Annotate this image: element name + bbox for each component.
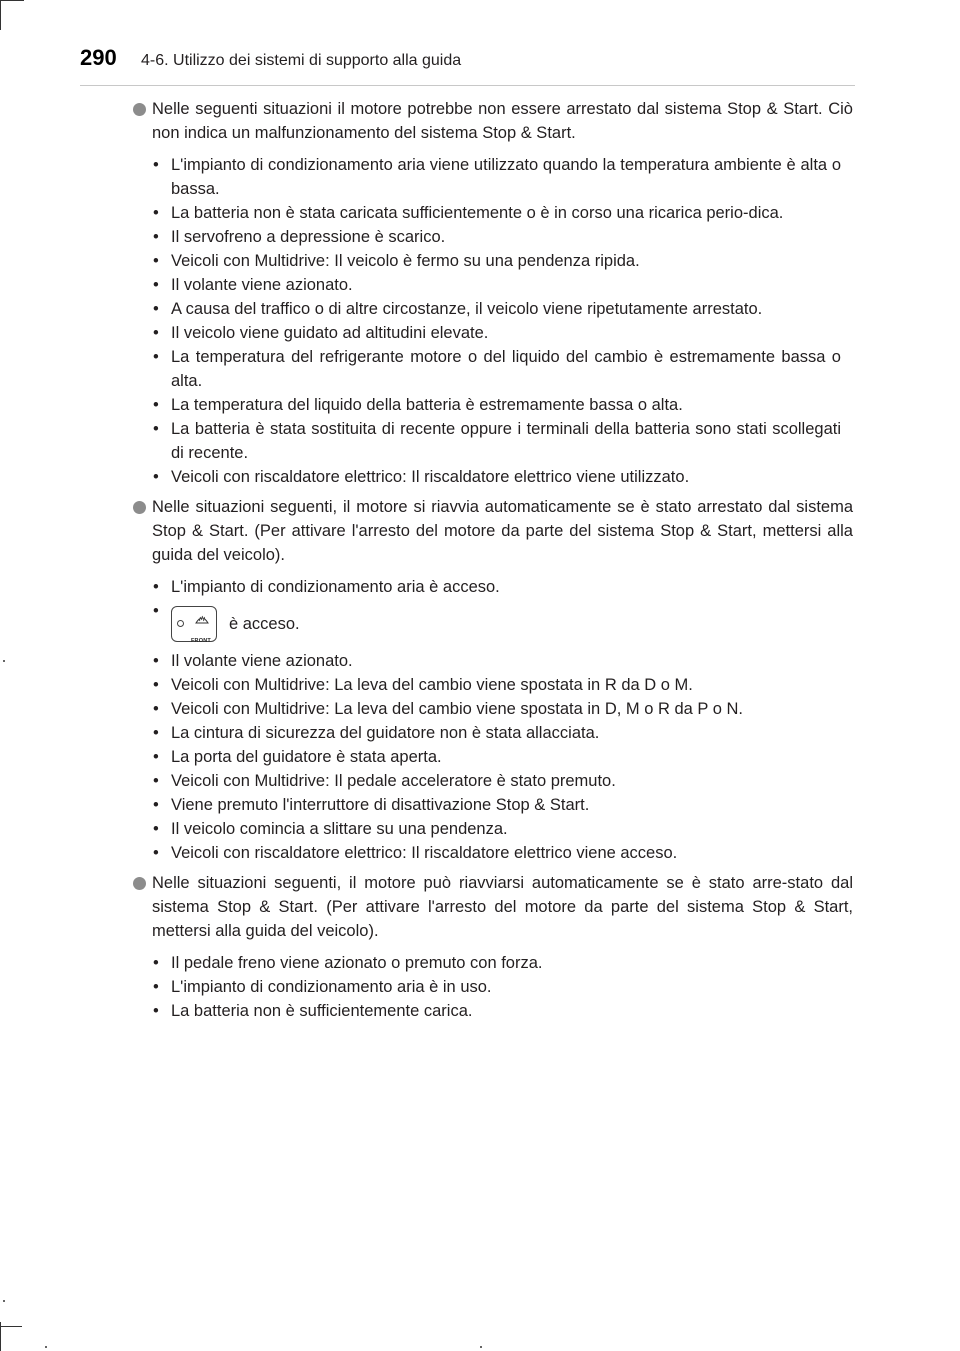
list-item: • Veicoli con Multidrive: Il veicolo è fermo su una pendenza ripida. [133,249,853,273]
list-item: • La batteria non è sufficientemente carica. [133,999,853,1023]
key-point [133,495,853,567]
key-point [133,97,853,145]
list-item: • Il veicolo comincia a slittare su una pendenza. [133,817,853,841]
bullet-list [133,575,853,865]
front-label: FRONT [191,638,211,644]
registration-dot [3,660,5,662]
bullet-icon: • [153,252,159,270]
key-point-text: Nelle situazioni seguenti, il motore si riavvia automaticamente se è stato arrestato dal sistema Stop & Start. (Per attivare l'arresto del motore da parte del sistema Stop & Start, mettersi alla guida del veicolo). [152,498,853,564]
list-item: • La batteria non è stata caricata sufficientemente o è in corso una ricarica perio-dica. [133,201,853,225]
key-point-text: Nelle situazioni seguenti, il motore può riavviarsi automaticamente se è stato arre-stato dal sistema Stop & Start. (Per attivare l'arresto del motore da parte del sistema Stop & Start, mettersi alla guida del veicolo). [152,874,853,940]
bullet-icon: • [153,796,159,814]
bullet-icon: • [153,602,159,620]
list-item: • Viene premuto l'interruttore di disattivazione Stop & Start. [133,793,853,817]
list-item: • Il volante viene azionato. [133,649,853,673]
list-item: • L'impianto di condizionamento aria è in uso. [133,975,853,999]
bullet-icon: • [153,204,159,222]
bullet-icon: • [153,228,159,246]
list-item: • La batteria è stata sostituita di recente oppure i terminali della batteria sono stati scollegati di recente. [133,417,853,465]
list-item: • Veicoli con riscaldatore elettrico: Il riscaldatore elettrico viene acceso. [133,841,853,865]
bullet-icon: • [153,420,159,438]
circle-bullet-icon [133,877,146,890]
section-title: 4-6. Utilizzo dei sistemi di supporto alla guida [141,52,462,69]
registration-dot [480,1346,482,1348]
page-number: 290 [80,45,117,70]
registration-dot [3,1300,5,1302]
list-item: • La porta del guidatore è stata aperta. [133,745,853,769]
indicator-light-icon [177,620,184,627]
registration-dot [45,1346,47,1348]
front-defroster-icon [194,611,210,627]
bullet-icon: • [153,978,159,996]
page-content [133,97,853,1029]
bullet-icon: • [153,676,159,694]
list-item: • Il servofreno a depressione è scarico. [133,225,853,249]
bullet-icon: • [153,578,159,596]
crop-mark [0,0,1,30]
bullet-list [133,951,853,1023]
bullet-icon: • [153,348,159,366]
crop-mark [0,0,24,1]
bullet-icon: • [153,156,159,174]
circle-bullet-icon [133,501,146,514]
bullet-icon: • [153,396,159,414]
bullet-icon: • [153,324,159,342]
bullet-icon: • [153,652,159,670]
list-item: • L'impianto di condizionamento aria viene utilizzato quando la temperatura ambiente è alta o bassa. [133,153,853,201]
bullet-icon: • [153,724,159,742]
bullet-icon: • [153,820,159,838]
bullet-icon: • [153,700,159,718]
list-item: • Veicoli con riscaldatore elettrico: Il riscaldatore elettrico viene utilizzato. [133,465,853,489]
list-item: • Il veicolo viene guidato ad altitudini elevate. [133,321,853,345]
list-item: • A causa del traffico o di altre circostanze, il veicolo viene ripetutamente arrestato. [133,297,853,321]
list-item: • Veicoli con Multidrive: La leva del cambio viene spostata in R da D o M. [133,673,853,697]
header-rule [80,85,855,86]
list-item: • FRONT è acceso. [133,599,853,649]
list-item: • La temperatura del liquido della batteria è estremamente bassa o alta. [133,393,853,417]
list-item: • Il pedale freno viene azionato o premuto con forza. [133,951,853,975]
list-item: • L'impianto di condizionamento aria è acceso. [133,575,853,599]
bullet-icon: • [153,468,159,486]
bullet-icon: • [153,1002,159,1020]
front-defroster-button-icon [171,606,217,642]
bullet-icon: • [153,300,159,318]
bullet-icon: • [153,748,159,766]
list-item: • La temperatura del refrigerante motore o del liquido del cambio è estremamente bassa o alta. [133,345,853,393]
list-item: • La cintura di sicurezza del guidatore non è stata allacciata. [133,721,853,745]
bullet-icon: • [153,954,159,972]
circle-bullet-icon [133,103,146,116]
bullet-list [133,153,853,489]
crop-mark [0,1326,22,1327]
list-item: • Il volante viene azionato. [133,273,853,297]
bullet-icon: • [153,772,159,790]
list-item: • Veicoli con Multidrive: Il pedale acceleratore è stato premuto. [133,769,853,793]
bullet-icon: • [153,844,159,862]
list-item: • Veicoli con Multidrive: La leva del cambio viene spostata in D, M o R da P o N. [133,697,853,721]
key-point [133,871,853,943]
bullet-icon: • [153,276,159,294]
key-point-text: Nelle seguenti situazioni il motore potrebbe non essere arrestato dal sistema Stop & Start. Ciò non indica un malfunzionamento del sistema Stop & Start. [152,100,853,142]
